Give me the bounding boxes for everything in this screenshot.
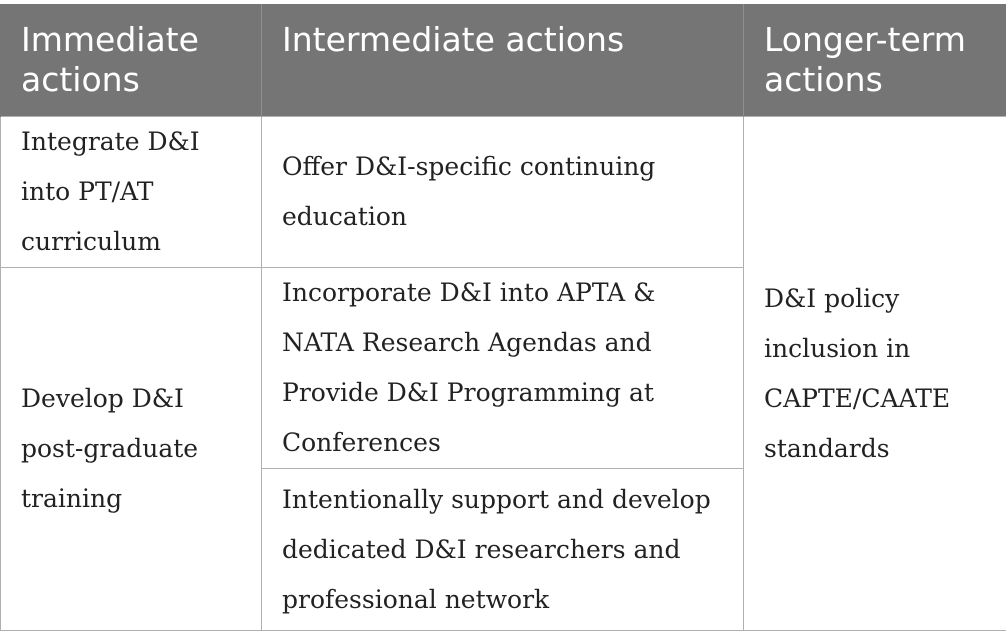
header-immediate-actions: Immediate actions: [1, 4, 262, 117]
table-body: [1, 117, 1006, 631]
cell-intermediate-3: Intentionally support and develop dedicated D&I researchers and professional network: [262, 469, 744, 631]
cell-immediate-2: Develop D&I post-graduate training: [1, 268, 262, 631]
table-header: [1, 4, 1006, 117]
action-table: [0, 4, 1006, 631]
cell-intermediate-1: Offer D&I-specific continuing education: [262, 117, 744, 268]
action-table-container: [0, 4, 1006, 631]
cell-longer-term: D&I policy inclusion in CAPTE/CAATE standards: [744, 117, 1006, 631]
table-row: [1, 117, 1006, 268]
header-row: [1, 4, 1006, 117]
cell-immediate-1: Integrate D&I into PT/AT curriculum: [1, 117, 262, 268]
header-intermediate-actions: Intermediate actions: [262, 4, 744, 117]
header-longer-term-actions: Longer-term actions: [744, 4, 1006, 117]
cell-intermediate-2: Incorporate D&I into APTA & NATA Research Agendas and Provide D&I Programming at Conferences: [262, 268, 744, 469]
